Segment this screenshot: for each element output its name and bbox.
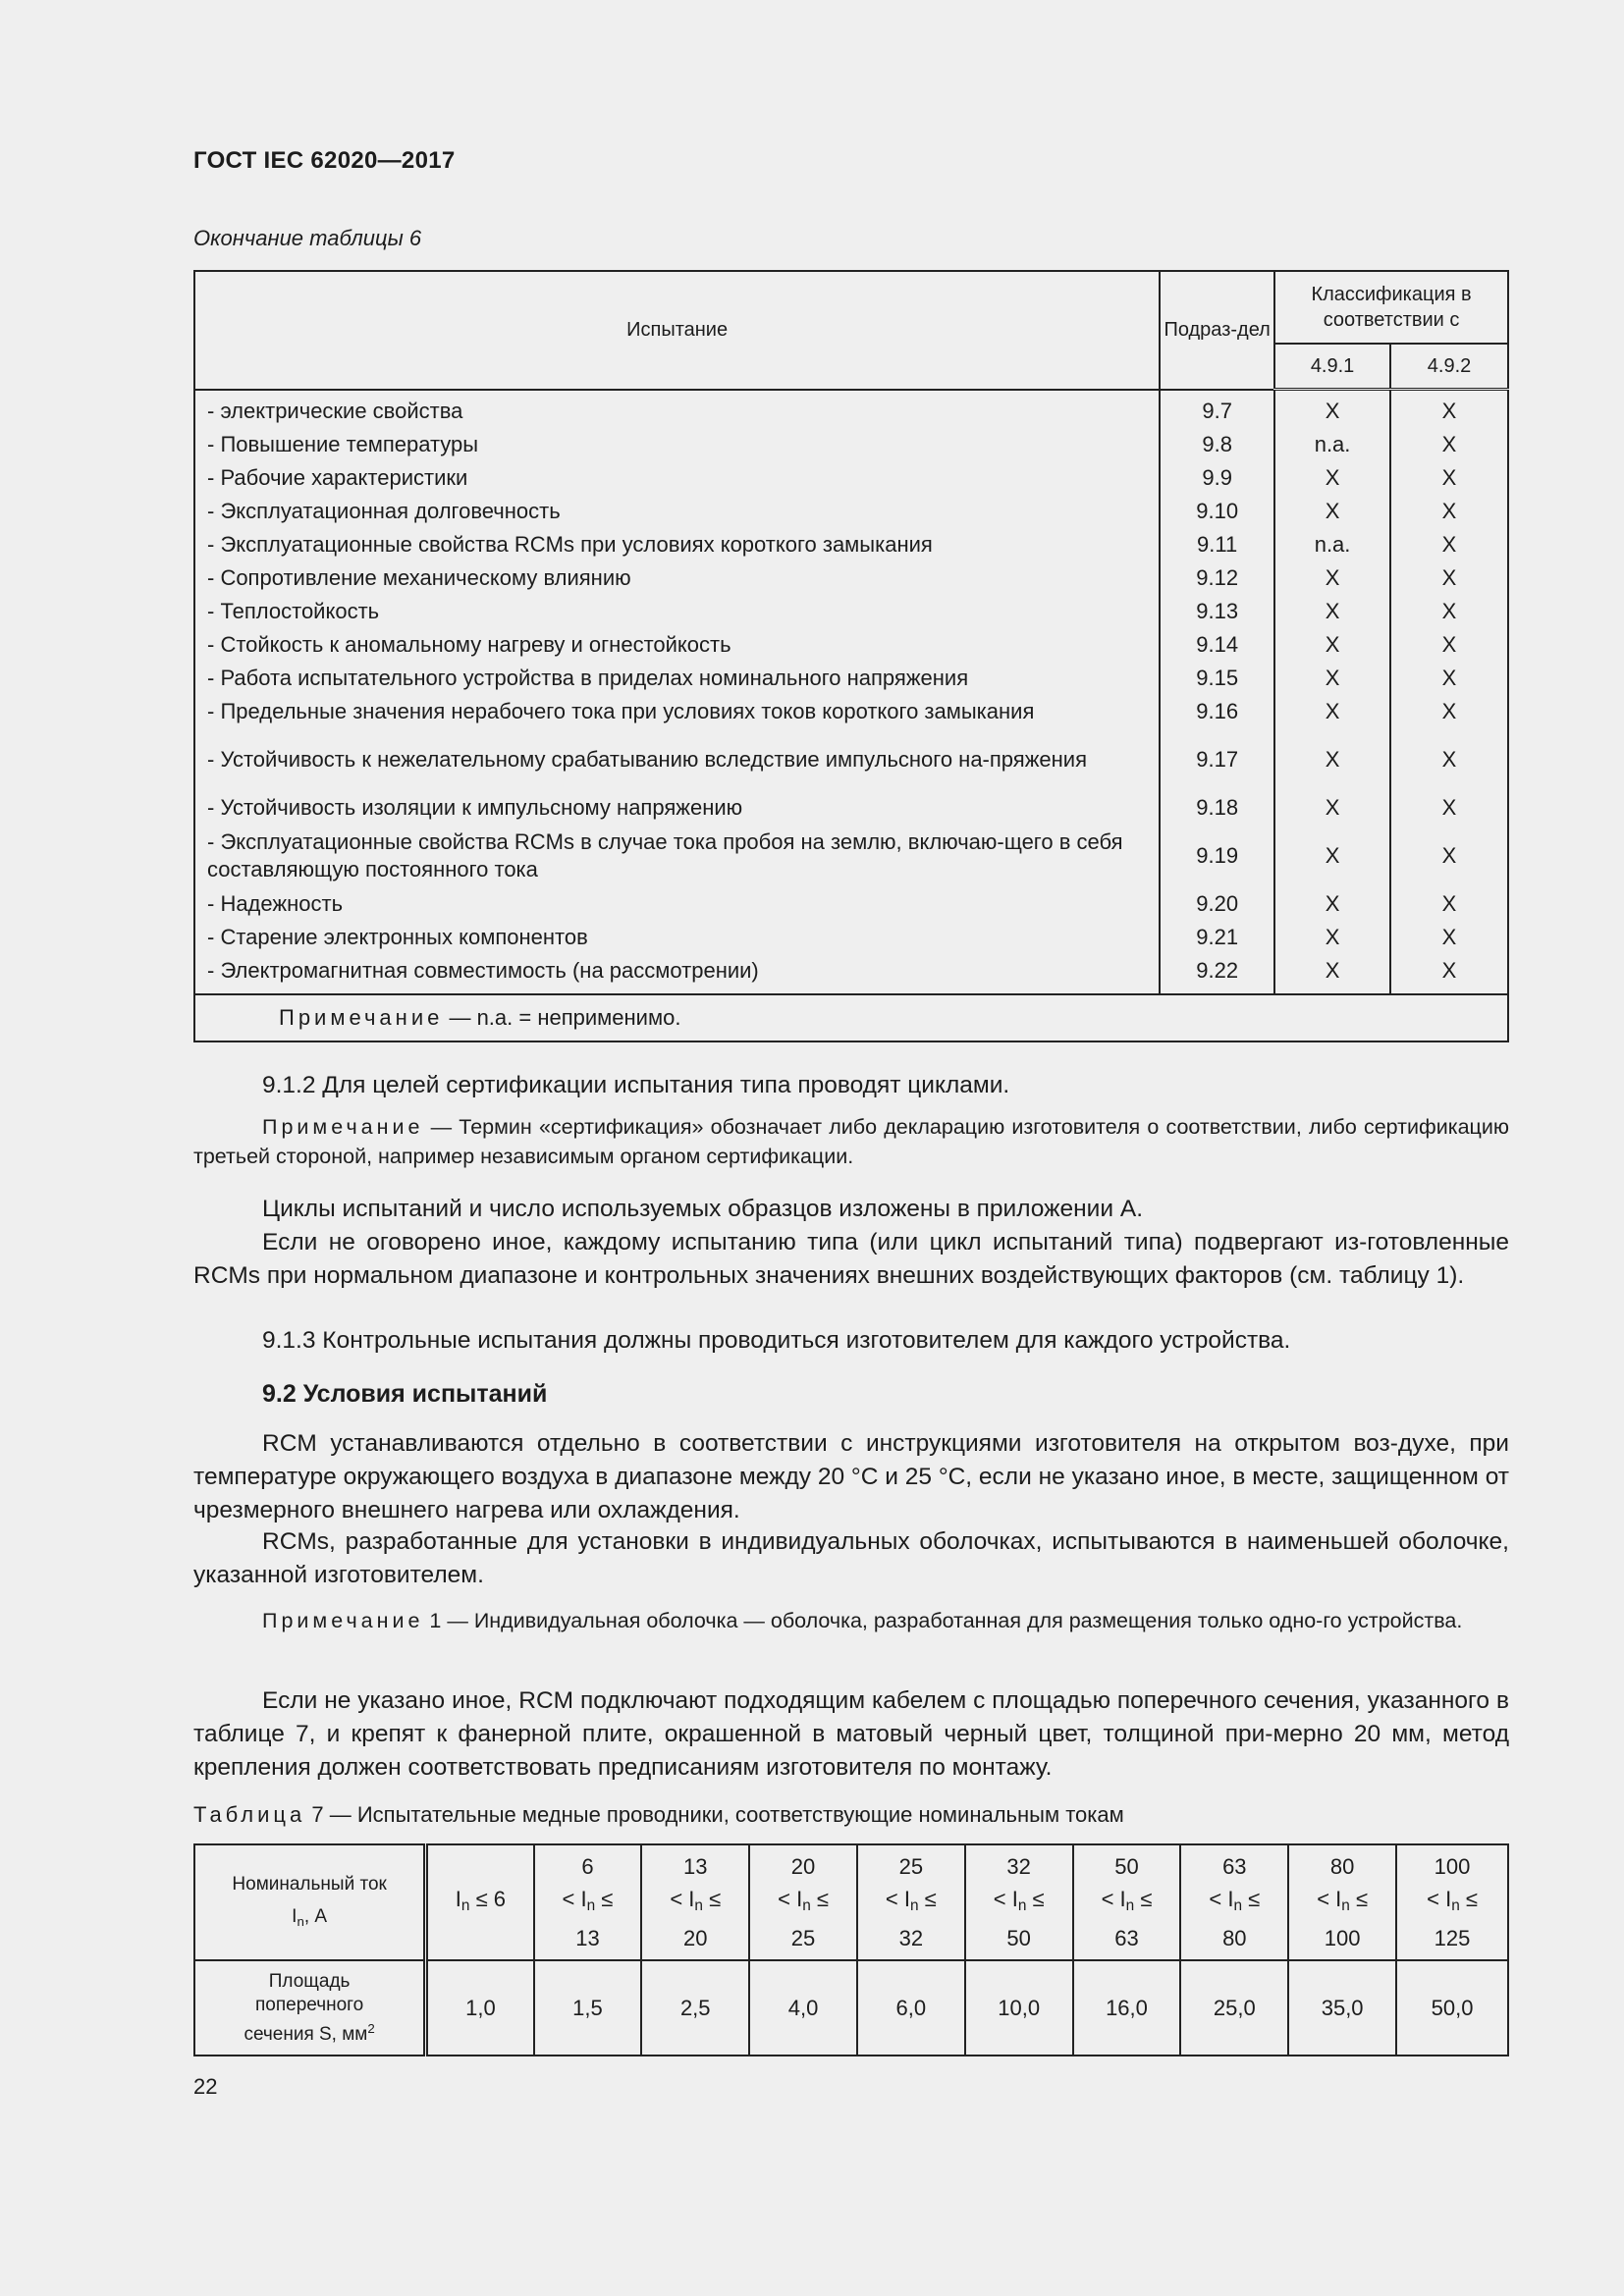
table-row	[194, 695, 1508, 728]
cell-class-491: X	[1274, 825, 1390, 887]
table-7-caption: Таблица 7 — Испытательные медные проводники, соответствующие номинальным токам	[193, 1802, 1124, 1827]
col-class-header: Классификация в соответствии с	[1274, 271, 1508, 344]
cell-test-name: - Устойчивость к нежелательному срабатыванию вследствие импульсного на-пряжения	[194, 728, 1160, 791]
cross-section-value: 6,0	[857, 1960, 965, 2056]
cell-class-492: X	[1390, 954, 1508, 994]
cell-class-492: X	[1390, 791, 1508, 825]
cell-subsection: 9.18	[1160, 791, 1274, 825]
table-6	[193, 270, 1509, 1042]
cross-section-value: 1,5	[534, 1960, 642, 2056]
cell-subsection: 9.9	[1160, 461, 1274, 495]
cell-subsection: 9.20	[1160, 887, 1274, 921]
cell-class-491: X	[1274, 595, 1390, 628]
cell-test-name: - Рабочие характеристики	[194, 461, 1160, 495]
cell-test-name: - Устойчивость изоляции к импульсному напряжению	[194, 791, 1160, 825]
paragraph-unless-specified: Если не оговорено иное, каждому испытанию типа (или цикл испытаний типа) подвергают из-готовленные RCMs при нормальном диапазоне и контрольных значениях внешних воздействующих факторов (см. таблицу 1).	[193, 1229, 1509, 1289]
table-7	[193, 1843, 1509, 2056]
cell-class-492: X	[1390, 595, 1508, 628]
cell-class-492: X	[1390, 695, 1508, 728]
cell-class-491: X	[1274, 887, 1390, 921]
cross-section-value: 25,0	[1180, 1960, 1288, 2056]
rated-current-range: 32 < $I_n$ ≤ 50	[965, 1844, 1073, 1960]
table-row	[194, 428, 1508, 461]
table-row	[194, 728, 1508, 791]
table-continuation-label: Окончание таблицы 6	[193, 226, 422, 250]
section-heading-9-2: 9.2 Условия испытаний	[262, 1380, 548, 1408]
table-row	[194, 390, 1508, 429]
cell-class-492: X	[1390, 887, 1508, 921]
cell-class-492: X	[1390, 528, 1508, 561]
note-certification: Примечание — Термин «сертификация» обозначает либо декларацию изготовителя о соответствии, либо сертификацию третьей стороной, например независимым органом сертификации.	[193, 1115, 1509, 1168]
cell-subsection: 9.21	[1160, 921, 1274, 954]
cell-subsection: 9.10	[1160, 495, 1274, 528]
cross-section-value: 2,5	[641, 1960, 749, 2056]
table-row	[194, 495, 1508, 528]
table-row	[194, 887, 1508, 921]
col-492-header: 4.9.2	[1390, 344, 1508, 390]
cell-class-492: X	[1390, 495, 1508, 528]
rated-current-range: 63 < $I_n$ ≤ 80	[1180, 1844, 1288, 1960]
table-row	[194, 791, 1508, 825]
table-row	[194, 825, 1508, 887]
table-6-note: Примечание — n.a. = неприменимо.	[194, 994, 1508, 1041]
table-row	[194, 561, 1508, 595]
table-row	[194, 921, 1508, 954]
cell-subsection: 9.13	[1160, 595, 1274, 628]
table-row	[194, 461, 1508, 495]
paragraph-9-1-2: 9.1.2 Для целей сертификации испытания типа проводят циклами.	[262, 1072, 1010, 1098]
cell-class-491: X	[1274, 954, 1390, 994]
cross-section-value: 1,0	[426, 1960, 534, 2056]
paragraph-cable: Если не указано иное, RCM подключают подходящим кабелем с площадью поперечного сечения, указанного в таблице 7, и крепят к фанерной плите, окрашенной в матовый черный цвет, толщиной при-мерно 20 мм, метод крепления должен соответствовать предписаниям изготовителя по монтажу.	[193, 1687, 1509, 1781]
cell-class-491: X	[1274, 728, 1390, 791]
cross-section-value: 10,0	[965, 1960, 1073, 2056]
cross-section-value: 50,0	[1396, 1960, 1508, 2056]
cell-test-name: - Теплостойкость	[194, 595, 1160, 628]
rated-current-range: 25 < $I_n$ ≤ 32	[857, 1844, 965, 1960]
rated-current-range: 13 < $I_n$ ≤ 20	[641, 1844, 749, 1960]
cell-class-491: X	[1274, 561, 1390, 595]
cell-subsection: 9.12	[1160, 561, 1274, 595]
cell-test-name: - Электромагнитная совместимость (на рассмотрении)	[194, 954, 1160, 994]
cell-test-name: - Эксплуатационные свойства RCMs при условиях короткого замыкания	[194, 528, 1160, 561]
cell-test-name: - Эксплуатационная долговечность	[194, 495, 1160, 528]
cell-class-492: X	[1390, 561, 1508, 595]
page-number: 22	[193, 2074, 218, 2099]
cell-class-492: X	[1390, 728, 1508, 791]
paragraph-cycles: Циклы испытаний и число используемых образцов изложены в приложении А.	[262, 1196, 1144, 1222]
rated-current-range: 6 < $I_n$ ≤ 13	[534, 1844, 642, 1960]
cell-test-name: - Повышение температуры	[194, 428, 1160, 461]
cell-class-491: X	[1274, 628, 1390, 662]
table-row	[194, 954, 1508, 994]
rated-current-label: Номинальный ток $I_n$, А	[194, 1844, 426, 1960]
col-subsection-header: Подраз-дел	[1160, 271, 1274, 390]
col-491-header: 4.9.1	[1274, 344, 1390, 390]
cell-subsection: 9.14	[1160, 628, 1274, 662]
cell-subsection: 9.19	[1160, 825, 1274, 887]
cell-subsection: 9.16	[1160, 695, 1274, 728]
cell-test-name: - Эксплуатационные свойства RCMs в случае тока пробоя на землю, включаю-щего в себя составляющую постоянного тока	[194, 825, 1160, 887]
cell-subsection: 9.7	[1160, 390, 1274, 429]
rated-current-range: 80 < $I_n$ ≤ 100	[1288, 1844, 1396, 1960]
cell-class-491: n.a.	[1274, 428, 1390, 461]
cell-class-492: X	[1390, 825, 1508, 887]
cell-test-name: - электрические свойства	[194, 390, 1160, 429]
table-row	[194, 595, 1508, 628]
cell-class-492: X	[1390, 428, 1508, 461]
cell-class-492: X	[1390, 628, 1508, 662]
note-individual-enclosure: Примечание 1 — Индивидуальная оболочка — оболочка, разработанная для размещения только одно-го устройства.	[262, 1609, 1463, 1632]
cell-subsection: 9.11	[1160, 528, 1274, 561]
cross-section-value: 4,0	[749, 1960, 857, 2056]
paragraph-rcms-enclosure: RCMs, разработанные для установки в индивидуальных оболочках, испытываются в наименьшей оболочке, указанной изготовителем.	[193, 1528, 1509, 1588]
rated-current-range: $I_n \le 6$	[426, 1844, 534, 1960]
cell-test-name: - Старение электронных компонентов	[194, 921, 1160, 954]
paragraph-rcm-installation: RCM устанавливаются отдельно в соответствии с инструкциями изготовителя на открытом воз-духе, при температуре окружающего воздуха в диапазоне между 20 °С и 25 °С, если не указано иное, в месте, защищенном от чрезмерного внешнего нагрева или охлаждения.	[193, 1430, 1509, 1523]
cell-subsection: 9.22	[1160, 954, 1274, 994]
paragraph-9-1-3: 9.1.3 Контрольные испытания должны проводиться изготовителем для каждого устройства.	[262, 1327, 1291, 1354]
cell-class-492: X	[1390, 461, 1508, 495]
table-row	[194, 528, 1508, 561]
cell-class-492: X	[1390, 662, 1508, 695]
cell-test-name: - Стойкость к аномальному нагреву и огнестойкость	[194, 628, 1160, 662]
cell-class-491: n.a.	[1274, 528, 1390, 561]
cell-class-491: X	[1274, 495, 1390, 528]
cell-test-name: - Предельные значения нерабочего тока при условиях токов короткого замыкания	[194, 695, 1160, 728]
cell-class-492: X	[1390, 390, 1508, 429]
cell-test-name: - Сопротивление механическому влиянию	[194, 561, 1160, 595]
cell-subsection: 9.8	[1160, 428, 1274, 461]
table-row	[194, 662, 1508, 695]
col-test-header: Испытание	[194, 271, 1160, 390]
cell-test-name: - Надежность	[194, 887, 1160, 921]
cell-class-491: X	[1274, 921, 1390, 954]
table-row	[194, 628, 1508, 662]
cell-class-491: X	[1274, 461, 1390, 495]
cross-section-label: Площадь поперечного сечения S, $мм^2$	[194, 1960, 426, 2056]
rated-current-range: 50 < $I_n$ ≤ 63	[1073, 1844, 1181, 1960]
cell-subsection: 9.15	[1160, 662, 1274, 695]
rated-current-range: 100 < $I_n$ ≤ 125	[1396, 1844, 1508, 1960]
cross-section-value: 16,0	[1073, 1960, 1181, 2056]
rated-current-range: 20 < $I_n$ ≤ 25	[749, 1844, 857, 1960]
cell-class-492: X	[1390, 921, 1508, 954]
document-header: ГОСТ IEC 62020—2017	[193, 147, 456, 174]
cross-section-value: 35,0	[1288, 1960, 1396, 2056]
cell-subsection: 9.17	[1160, 728, 1274, 791]
cell-class-491: X	[1274, 791, 1390, 825]
cell-test-name: - Работа испытательного устройства в приделах номинального напряжения	[194, 662, 1160, 695]
cell-class-491: X	[1274, 390, 1390, 429]
cell-class-491: X	[1274, 662, 1390, 695]
cell-class-491: X	[1274, 695, 1390, 728]
